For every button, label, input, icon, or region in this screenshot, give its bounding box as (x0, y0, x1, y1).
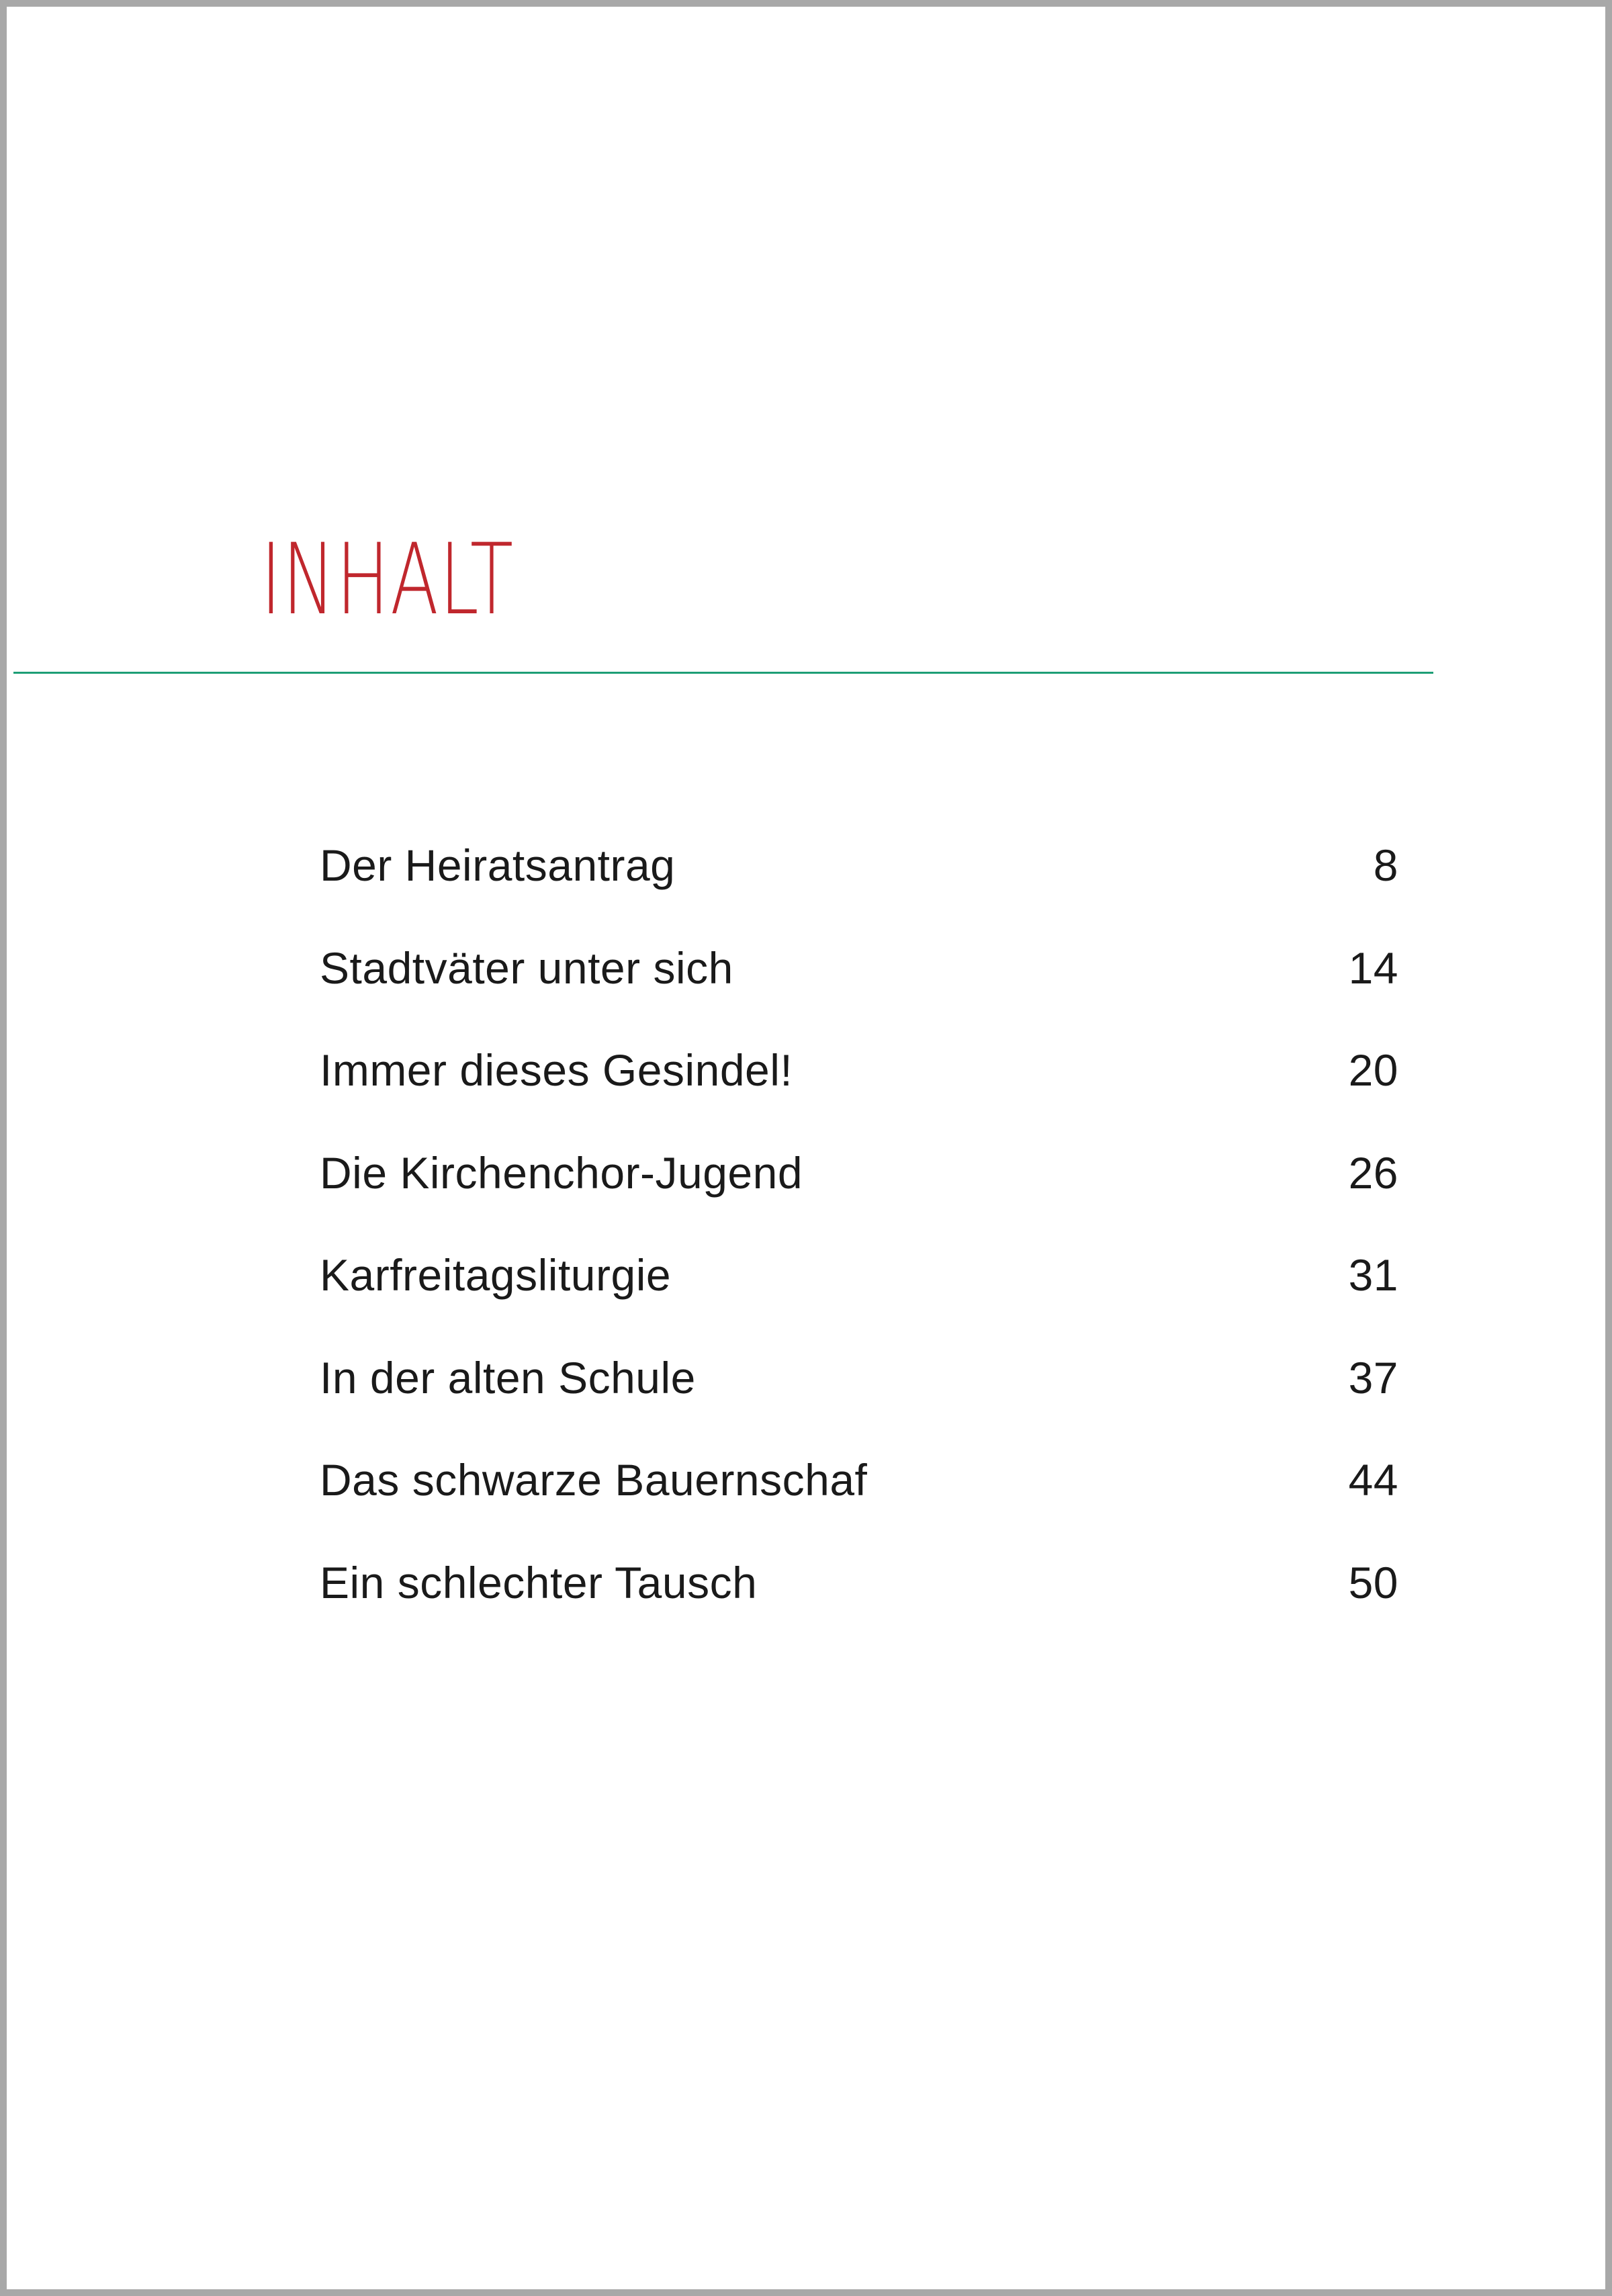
toc-entry-title: Stadtväter unter sich (320, 942, 733, 993)
toc-entry-title: Karfreitagsliturgie (320, 1250, 672, 1300)
toc-entry-page-number: 14 (1348, 942, 1398, 993)
toc-entry-title: Das schwarze Bauernschaf (320, 1455, 868, 1505)
toc-entry (320, 1557, 1398, 1660)
toc-entry-page-number: 20 (1348, 1045, 1398, 1095)
toc-entry (320, 1352, 1398, 1455)
toc-entry-title: Ein schlechter Tausch (320, 1557, 758, 1607)
toc-entry (320, 1147, 1398, 1250)
table-of-contents (320, 840, 1398, 1659)
toc-entry-page-number: 44 (1348, 1455, 1398, 1505)
toc-entry (320, 1249, 1398, 1352)
toc-entry (320, 1045, 1398, 1147)
toc-entry-title: Immer dieses Gesindel! (320, 1045, 793, 1095)
toc-entry (320, 942, 1398, 1045)
toc-entry-page-number: 26 (1348, 1147, 1398, 1198)
toc-entry (320, 840, 1398, 942)
toc-entry (320, 1454, 1398, 1557)
toc-entry-page-number: 37 (1348, 1352, 1398, 1403)
toc-entry-page-number: 50 (1348, 1557, 1398, 1607)
toc-entry-title: Der Heiratsantrag (320, 840, 676, 890)
heading-divider (13, 672, 1433, 674)
toc-entry-title: In der alten Schule (320, 1352, 696, 1403)
toc-entry-page-number: 31 (1348, 1250, 1398, 1300)
toc-entry-page-number: 8 (1373, 840, 1398, 890)
toc-entry-title: Die Kirchenchor-Jugend (320, 1147, 803, 1198)
contents-heading: INHALT (261, 523, 514, 637)
